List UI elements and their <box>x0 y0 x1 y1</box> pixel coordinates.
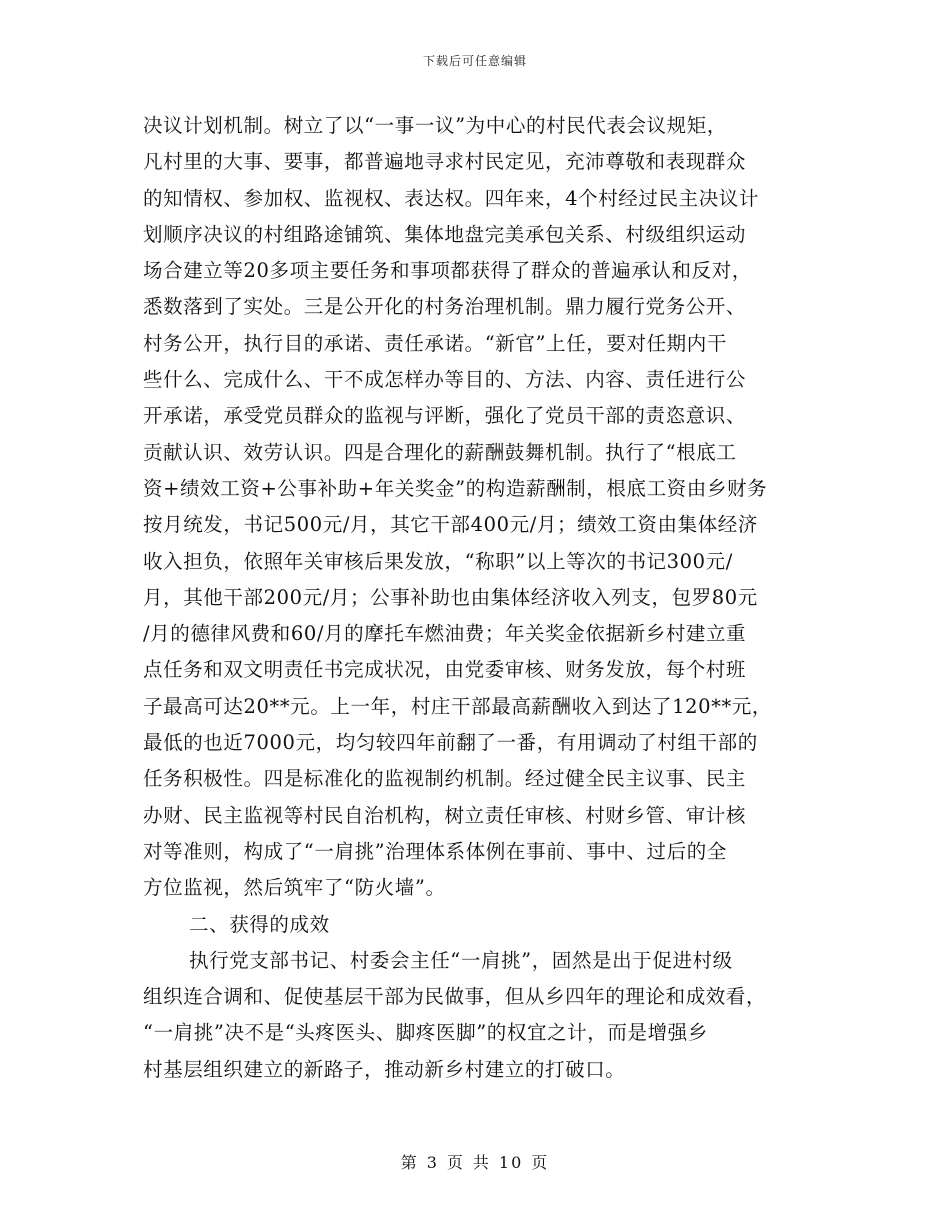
body-line-21: 对等准则，构成了“一肩挑”治理体系体例在事前、事中、过后的全 <box>143 839 727 863</box>
body-line-16: 点任务和双文明责任书完成状况，由党委审核、财务发放，每个村班 <box>143 658 747 682</box>
body-line-15: /月的德律风费和60/月的摩托车燃油费；年关奖金依据新乡村建立重 <box>143 622 747 646</box>
page-current: 3 <box>426 1153 439 1172</box>
page-number-footer <box>0 1153 950 1173</box>
paragraph2-line-2: 组织连合调和、促使基层干部为民做事，但从乡四年的理论和成效看， <box>143 985 767 1009</box>
page-total-label: 共 <box>472 1153 491 1172</box>
paragraph2-line-1: 执行党支部书记、村委会主任“一肩挑”，固然是出于促进村级 <box>189 948 733 972</box>
body-line-5: 场合建立等20多项主要任务和事项都获得了群众的普遍承认和反对， <box>143 259 752 283</box>
body-line-8: 些什么、完成什么、干不成怎样办等目的、方法、内容、责任进行公 <box>143 368 747 392</box>
body-line-22: 方位监视，然后筑牢了“防火墙”。 <box>143 876 446 900</box>
body-line-13: 收入担负，依照年关审核后果发放，“称职”以上等次的书记300元/ <box>143 549 733 573</box>
body-line-3: 的知情权、参加权、监视权、表达权。四年来，4个村经过民主决议计 <box>143 186 760 210</box>
paragraph2-line-3: “一肩挑”决不是“头疼医头、脚疼医脚”的权宜之计，而是增强乡 <box>143 1021 708 1045</box>
body-line-2: 凡村里的大事、要事，都普遍地寻求村民定见，充沛尊敬和表现群众 <box>143 150 747 174</box>
body-line-18: 最低的也近7000元，均匀较四年前翻了一番，有用调动了村组干部的 <box>143 731 758 755</box>
page-middle: 页 <box>446 1153 465 1172</box>
body-line-7: 村务公开，执行目的承诺、责任承诺。“新官”上任，要对任期内干 <box>143 331 727 355</box>
page-prefix: 第 <box>400 1153 419 1172</box>
document-body <box>143 108 815 1088</box>
body-line-12: 按月统发，书记500元/月，其它干部400元/月；绩效工资由集体经济 <box>143 513 758 537</box>
body-line-17: 子最高可达20**元。上一年，村庄干部最高薪酬收入到达了120**元， <box>143 694 773 718</box>
body-line-4: 划顺序决议的村组路途铺筑、集体地盘完美承包关系、村级组织运动 <box>143 222 747 246</box>
body-line-20: 办财、民主监视等村民自治机构，树立责任审核、村财乡管、审计核 <box>143 803 747 827</box>
body-line-1: 决议计划机制。树立了以“一事一议”为中心的村民代表会议规矩， <box>143 114 727 137</box>
body-line-10: 贡献认识、效劳认识。四是合理化的薪酬鼓舞机制。执行了“根底工 <box>143 440 737 464</box>
body-line-9: 开承诺，承受党员群众的监视与评断，强化了党员干部的责恣意识、 <box>143 404 747 428</box>
body-line-11: 资+绩效工资+公事补助+年关奖金”的构造薪酬制，根底工资由乡财务 <box>143 476 768 500</box>
page-suffix: 页 <box>531 1153 550 1172</box>
body-line-19: 任务积极性。四是标准化的监视制约机制。经过健全民主议事、民主 <box>143 767 747 791</box>
body-line-6: 悉数落到了实处。三是公开化的村务治理机制。鼎力履行党务公开、 <box>143 295 747 319</box>
section-heading: 二、获得的成效 <box>189 912 330 936</box>
page-header-note: 下载后可任意编辑 <box>422 54 527 68</box>
page-total: 10 <box>498 1153 524 1172</box>
body-line-14: 月，其他干部200元/月；公事补助也由集体经济收入列支，包罗80元 <box>143 585 758 609</box>
paragraph2-line-4: 村基层组织建立的新路子，推动新乡村建立的打破口。 <box>143 1057 626 1081</box>
